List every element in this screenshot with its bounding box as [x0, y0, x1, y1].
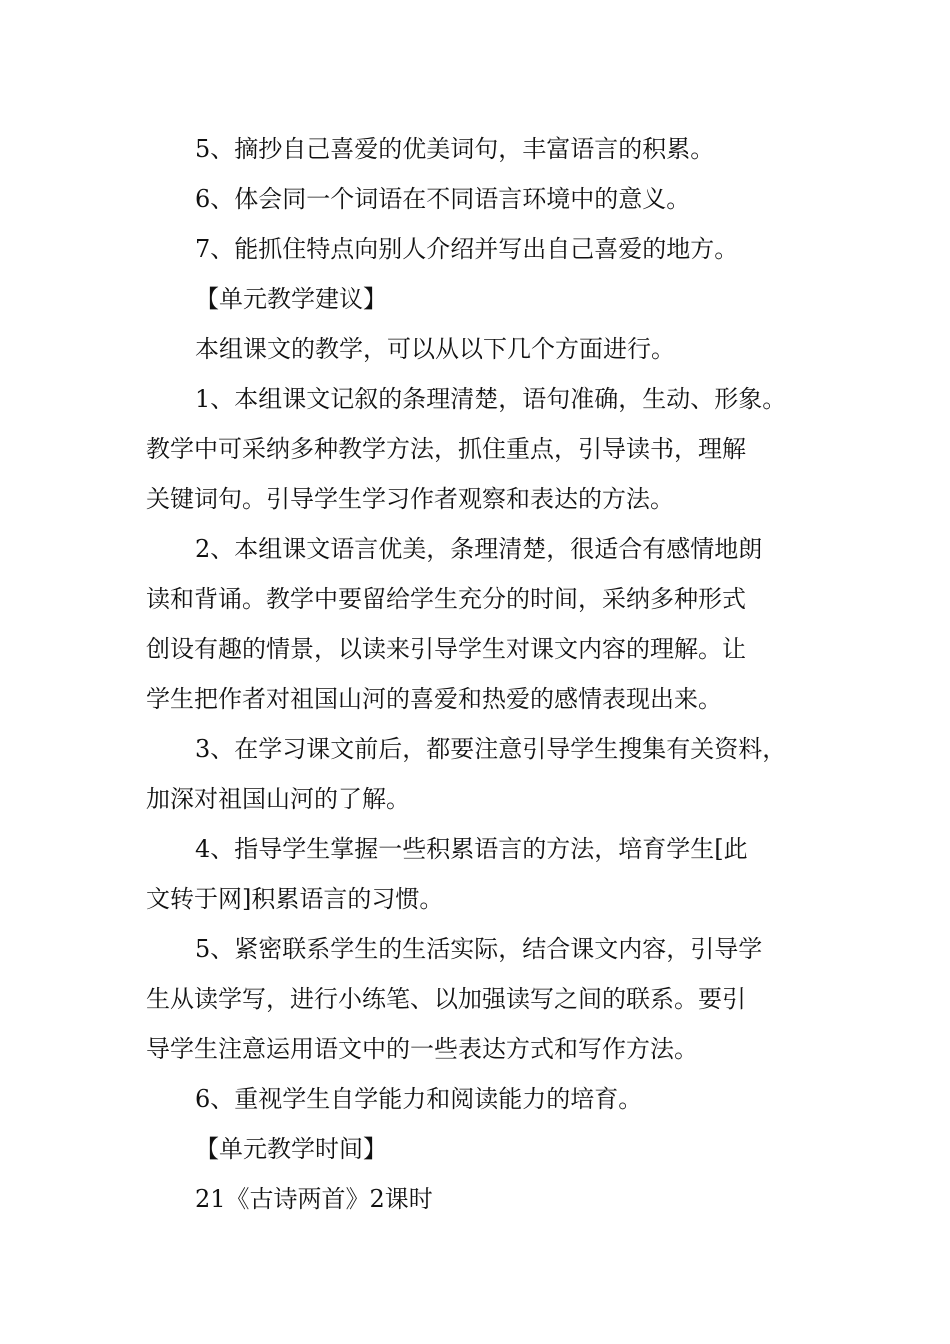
suggestion-1-line-2: 教学中可采纳多种教学方法，抓住重点，引导读书，理解: [146, 435, 746, 463]
suggestion-2-line-1: 2、本组课文语言优美，条理清楚，很适合有感情地朗: [195, 535, 763, 563]
suggestion-3-line-2: 加深对祖国山河的了解。: [146, 785, 410, 813]
suggestion-2-line-4: 学生把作者对祖国山河的喜爱和热爱的感情表现出来。: [146, 685, 722, 713]
objective-6: 6、体会同一个词语在不同语言环境中的意义。: [195, 185, 691, 213]
suggestion-4-line-1: 4、指导学生掌握一些积累语言的方法，培育学生[此: [195, 835, 748, 863]
suggestion-6: 6、重视学生自学能力和阅读能力的培育。: [195, 1085, 643, 1113]
suggestions-heading: 【单元教学建议】: [195, 285, 387, 313]
suggestion-2-line-2: 读和背诵。教学中要留给学生充分的时间，采纳多种形式: [146, 585, 746, 613]
suggestion-3-line-1: 3、在学习课文前后，都要注意引导学生搜集有关资料，: [195, 735, 787, 763]
objective-5: 5、摘抄自己喜爱的优美词句，丰富语言的积累。: [195, 135, 715, 163]
suggestion-4-line-2: 文转于网]积累语言的习惯。: [146, 885, 444, 913]
suggestions-intro: 本组课文的教学，可以从以下几个方面进行。: [195, 335, 675, 363]
schedule-item-1: 21《古诗两首》2课时: [195, 1185, 433, 1213]
suggestion-5-line-1: 5、紧密联系学生的生活实际，结合课文内容，引导学: [195, 935, 763, 963]
suggestion-5-line-3: 导学生注意运用语文中的一些表达方式和写作方法。: [146, 1035, 698, 1063]
objective-7: 7、能抓住特点向别人介绍并写出自己喜爱的地方。: [195, 235, 739, 263]
suggestion-1-line-3: 关键词句。引导学生学习作者观察和表达的方法。: [146, 485, 674, 513]
suggestion-2-line-3: 创设有趣的情景，以读来引导学生对课文内容的理解。让: [146, 635, 746, 663]
schedule-heading: 【单元教学时间】: [195, 1135, 387, 1163]
suggestion-1-line-1: 1、本组课文记叙的条理清楚，语句准确，生动、形象。: [195, 385, 787, 413]
suggestion-5-line-2: 生从读学写，进行小练笔、以加强读写之间的联系。要引: [146, 985, 746, 1013]
